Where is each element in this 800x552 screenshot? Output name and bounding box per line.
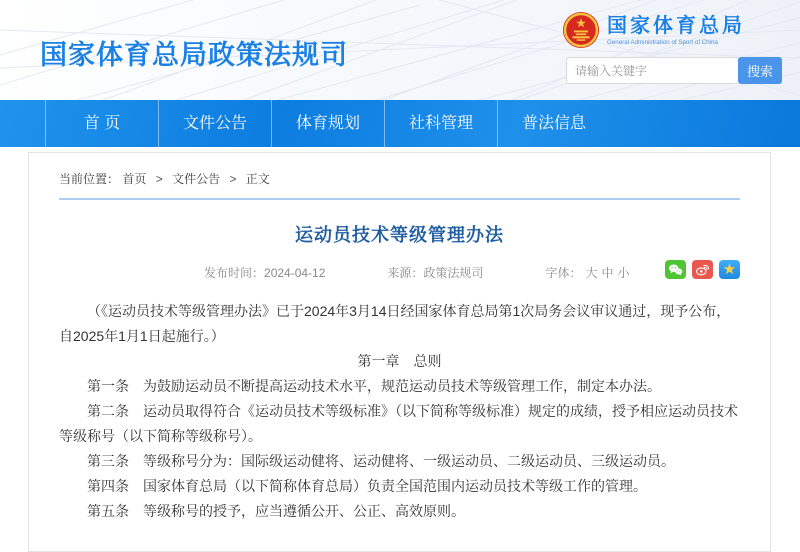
nav-item-sport-planning[interactable]: 体育规划 (271, 100, 384, 147)
weibo-share-icon[interactable] (692, 260, 713, 279)
share-buttons (665, 260, 740, 279)
site-title[interactable]: 国家体育总局政策法规司 (40, 40, 348, 70)
nav-item-social-science[interactable]: 社科管理 (384, 100, 497, 147)
breadcrumb-separator: > (229, 172, 237, 186)
agency-name: 国家体育总局 (607, 15, 746, 37)
paragraph-article-2: 第二条 运动员取得符合《运动员技术等级标准》（以下简称等级标准）规定的成绩，授予相应运动员技术等级称号（以下简称等级称号）。 (59, 403, 738, 444)
header-right (566, 9, 782, 84)
nav-item-law-info[interactable]: 普法信息 (497, 100, 610, 147)
national-emblem-icon (562, 11, 600, 49)
font-size-medium[interactable]: 中 (601, 265, 614, 280)
paragraph-article-1: 第一条 为鼓励运动员不断提高运动技术水平，规范运动员技术等级管理工作，制定本办法。 (87, 378, 661, 394)
paragraph-article-5: 第五条 等级称号的授予，应当遵循公开、公正、高效原则。 (87, 503, 465, 519)
agency-logo[interactable] (566, 9, 782, 50)
article-body (59, 299, 740, 524)
breadcrumb-divider (59, 198, 740, 200)
main-nav (0, 100, 800, 147)
breadcrumb-home[interactable]: 首页 (122, 172, 147, 186)
paragraph-preamble: （《运动员技术等级管理办法》已于2024年3月14日经国家体育总局第1次局务会议审议通过，现予公布，自2025年1月1日起施行。） (59, 303, 731, 344)
search-input[interactable] (566, 57, 738, 84)
paragraph-article-3: 第三条 等级称号分为：国际级运动健将、运动健将、一级运动员、二级运动员、三级运动员。 (87, 453, 675, 469)
font-size-large[interactable]: 大 (585, 265, 598, 280)
chapter-heading: 第一章 总则 (357, 353, 442, 369)
article-meta (59, 262, 740, 282)
site-header (0, 0, 800, 100)
breadcrumb-current: 正文 (245, 172, 270, 186)
content-panel (28, 152, 771, 552)
search-button[interactable]: 搜索 (738, 57, 782, 84)
qzone-share-icon[interactable]: ★ (719, 260, 740, 279)
breadcrumb-documents[interactable]: 文件公告 (172, 172, 221, 186)
publish-date: 发布时间：2024-04-12 (204, 265, 326, 280)
breadcrumb (59, 170, 740, 187)
search-bar (566, 57, 782, 84)
article-source: 来源：政策法规司 (387, 265, 484, 280)
nav-item-home[interactable]: 首 页 (45, 100, 158, 147)
paragraph-article-4: 第四条 国家体育总局（以下简称体育总局）负责全国范围内运动员技术等级工作的管理。 (87, 478, 647, 494)
font-size-control: 字体： 大 中 小 (545, 265, 630, 280)
agency-name-block (607, 9, 786, 50)
wechat-share-icon[interactable] (665, 260, 686, 279)
agency-name-english: General Administration of Sport of China (607, 39, 718, 46)
breadcrumb-separator: > (155, 172, 163, 186)
breadcrumb-prefix: 当前位置： (59, 172, 120, 186)
article-title: 运动员技术等级管理办法 (295, 225, 504, 245)
font-size-small[interactable]: 小 (617, 265, 630, 280)
nav-item-documents[interactable]: 文件公告 (158, 100, 271, 147)
